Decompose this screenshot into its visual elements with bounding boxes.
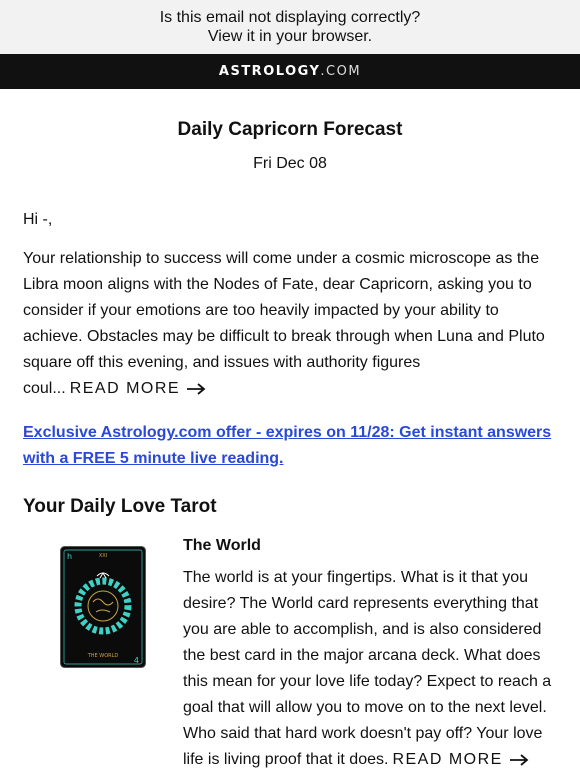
forecast-date: Fri Dec 08: [253, 155, 327, 172]
astrology-logo[interactable]: ASTROLOGY.COM: [218, 64, 362, 79]
love-tarot-heading: Your Daily Love Tarot: [23, 496, 217, 517]
notice-line-1: Is this email not displaying correctly?: [159, 9, 421, 26]
view-in-browser-link[interactable]: View it in your browser.: [207, 28, 373, 45]
arrow-right-icon: [509, 754, 529, 766]
card-label: THE WORLD: [87, 653, 119, 659]
offer-link[interactable]: Exclusive Astrology.com offer - expires on 11/28: Get instant answers with a FREE 5 minute live reading.: [23, 424, 552, 467]
card-numeral: XXI: [98, 553, 108, 559]
tarot-read-more-link[interactable]: READ MORE: [392, 751, 528, 768]
forecast-read-more-link[interactable]: READ MORE: [70, 380, 206, 397]
svg-text:4: 4: [133, 656, 139, 665]
svg-text:h: h: [67, 552, 73, 561]
forecast-text: Your relationship to success will come under a cosmic microscope as the Libra moon aligns with the Nodes of Fate, dear Capricorn, asking you to consider if your emotions are too heavily impacted by your ability to achieve. Obstacles may be difficult to break through when Luna and Pluto square off this evening, and issues with authority figures coul... READ MORE: [23, 250, 545, 397]
greeting: Hi -,: [23, 211, 53, 228]
tarot-card-name: The World: [183, 537, 261, 554]
brand-bar: [0, 54, 580, 89]
the-world-tarot-card-image[interactable]: [60, 546, 146, 668]
forecast-title: Daily Capricorn Forecast: [177, 119, 403, 140]
browser-view-notice[interactable]: [0, 0, 580, 54]
tarot-section: [23, 536, 557, 773]
tarot-card-text: The world is at your fingertips. What is it that you desire? The World card represents everything that you are able to accomplish, and is also considered the best card in the major arcana deck. What does this mean for your love life today? Expect to reach a goal that will allow you to move on to the next level. Who said that hard work doesn't pay off? Your love life is living proof that it does. READ MORE: [183, 569, 552, 768]
arrow-right-icon: [186, 383, 206, 395]
